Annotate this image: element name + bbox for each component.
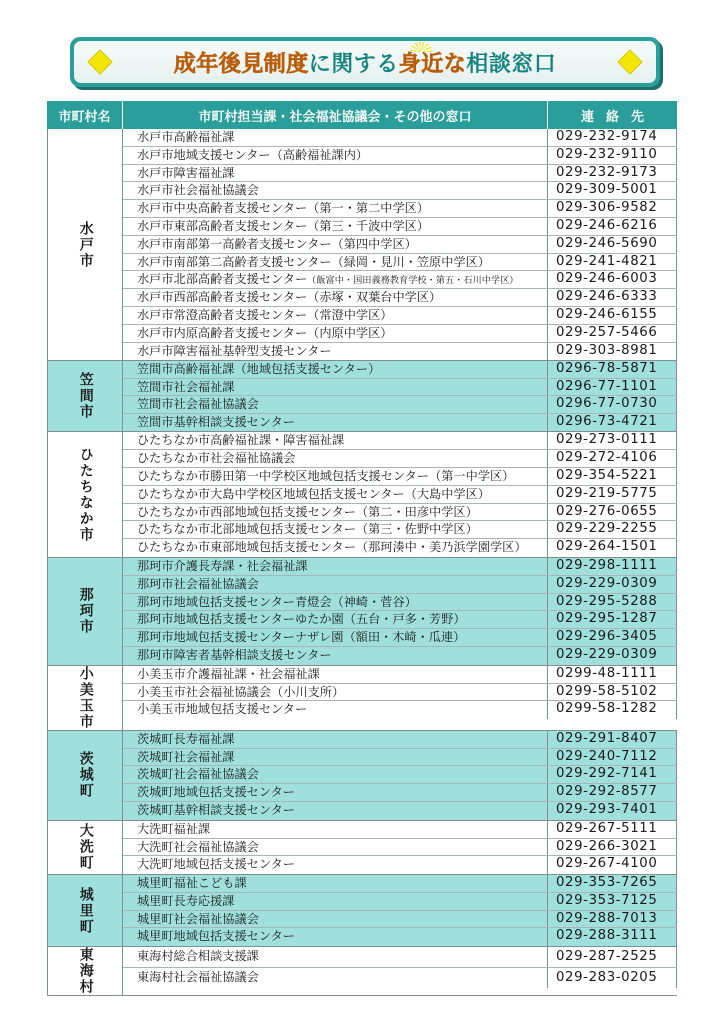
- office-name: 笠間市高齢福祉課（地域包括支援センター）: [123, 361, 548, 378]
- office-note: （飯富中・国田義務教育学校・第五・石川中学区）: [307, 275, 519, 287]
- phone-number: 029-276-0655: [548, 504, 677, 521]
- office-name: 小美玉市地域包括支援センター: [123, 701, 548, 719]
- table-row: [123, 521, 677, 539]
- phone-number: 0296-73-4721: [548, 414, 677, 432]
- office-name: 水戸市障害福祉基幹型支援センター: [123, 343, 548, 361]
- municipality-name: 城里町: [47, 875, 123, 946]
- table-row: [123, 647, 677, 665]
- phone-number: 029-264-1501: [548, 539, 677, 557]
- municipality-group: [47, 432, 677, 558]
- phone-number: 029-298-1111: [548, 558, 677, 575]
- table-row: [123, 271, 677, 289]
- phone-number: 029-267-5111: [548, 821, 677, 838]
- office-name: 笠間市基幹相談支援センター: [123, 414, 548, 432]
- table-row: [123, 325, 677, 343]
- table-row: [123, 968, 677, 989]
- phone-number: 029-309-5001: [548, 182, 677, 199]
- phone-number: 029-293-7401: [548, 802, 677, 820]
- phone-number: 029-246-6155: [548, 307, 677, 324]
- office-name: 茨城町社会福祉課: [123, 749, 548, 766]
- office-name: 水戸市西部高齢者支援センター（赤塚・双葉台中学区）: [123, 289, 548, 306]
- table-row: [123, 875, 677, 893]
- table-row: [123, 749, 677, 767]
- municipality-group: [47, 558, 677, 666]
- table-row: [123, 701, 677, 719]
- phone-number: 029-232-9174: [548, 129, 677, 146]
- table-row: [123, 576, 677, 594]
- municipality-group: [47, 731, 677, 821]
- phone-number: 029-229-0309: [548, 647, 677, 665]
- phone-number: 029-246-6216: [548, 218, 677, 235]
- office-name: 東海村社会福祉協議会: [123, 968, 548, 989]
- municipality-group: [47, 947, 677, 996]
- phone-number: 0299-58-1282: [548, 701, 677, 719]
- diamond-icon-left: [89, 51, 112, 74]
- title-highlight: 身近: [398, 51, 444, 77]
- table-row: [123, 893, 677, 911]
- municipality-group: [47, 821, 677, 875]
- office-name: 城里町長寿応援課: [123, 893, 548, 910]
- phone-number: 029-287-2525: [548, 947, 677, 967]
- office-name: ひたちなか市高齢福祉課・障害福祉課: [123, 432, 548, 449]
- municipality-name: 小美玉市: [47, 666, 123, 730]
- office-name: 水戸市北部高齢者支援センター（飯富中・国田義務教育学校・第五・石川中学区）: [123, 271, 548, 288]
- table-row: [123, 396, 677, 414]
- municipality-name: ひたちなか市: [47, 432, 123, 557]
- phone-number: 029-292-7141: [548, 766, 677, 783]
- table-row: [123, 928, 677, 946]
- office-name: 水戸市南部第一高齢者支援センター（第四中学区）: [123, 236, 548, 253]
- table-row: [123, 766, 677, 784]
- table-row: [123, 307, 677, 325]
- table-row: [123, 450, 677, 468]
- phone-number: 029-353-7265: [548, 875, 677, 892]
- office-name: 那珂市地域包括支援センターナザレ園（額田・木崎・瓜連）: [123, 629, 548, 646]
- office-name: 茨城町地域包括支援センター: [123, 784, 548, 801]
- table-row: [123, 911, 677, 929]
- office-name: 水戸市内原高齢者支援センター（内原中学区）: [123, 325, 548, 342]
- table-row: [123, 486, 677, 504]
- table-row: [123, 821, 677, 839]
- table-row: [123, 947, 677, 968]
- phone-number: 029-272-4106: [548, 450, 677, 467]
- office-name: 水戸市常澄高齢者支援センター（常澄中学区）: [123, 307, 548, 324]
- table-row: [123, 856, 677, 874]
- phone-number: 029-296-3405: [548, 629, 677, 646]
- table-row: [123, 839, 677, 857]
- office-name: 笠間市社会福祉課: [123, 379, 548, 396]
- table-row: [123, 165, 677, 183]
- phone-number: 029-219-5775: [548, 486, 677, 503]
- table-row: [123, 784, 677, 802]
- municipality-name: 東海村: [47, 947, 123, 995]
- table-row: [123, 666, 677, 684]
- table-row: [123, 432, 677, 450]
- municipality-name: 水戸市: [47, 129, 123, 360]
- office-name: 大洗町社会福祉協議会: [123, 839, 548, 856]
- office-name: 城里町地域包括支援センター: [123, 928, 548, 946]
- title-banner: [70, 37, 660, 87]
- office-name: 城里町福祉こども課: [123, 875, 548, 892]
- municipality-group: [47, 129, 677, 361]
- phone-number: 029-288-3111: [548, 928, 677, 946]
- phone-number: 029-288-7013: [548, 911, 677, 928]
- table-row: [123, 379, 677, 397]
- table-row: [123, 218, 677, 236]
- office-name: 那珂市社会福祉協議会: [123, 576, 548, 593]
- phone-number: 0296-77-1101: [548, 379, 677, 396]
- table-row: [123, 254, 677, 272]
- municipality-group: [47, 361, 677, 432]
- phone-number: 029-354-5221: [548, 468, 677, 485]
- phone-number: 029-291-8407: [548, 731, 677, 748]
- office-name: 茨城町基幹相談支援センター: [123, 802, 548, 820]
- phone-number: 029-246-6003: [548, 271, 677, 288]
- table-row: [123, 504, 677, 522]
- office-name: 東海村総合相談支援課: [123, 947, 548, 967]
- municipality-name: 那珂市: [47, 558, 123, 665]
- municipality-group: [47, 875, 677, 947]
- table-row: [123, 558, 677, 576]
- office-name: 水戸市障害福祉課: [123, 165, 548, 182]
- table-row: [123, 684, 677, 702]
- phone-number: 029-353-7125: [548, 893, 677, 910]
- office-name: 那珂市地域包括支援センター青燈会（神崎・菅谷）: [123, 594, 548, 611]
- office-name: 茨城町長寿福祉課: [123, 731, 548, 748]
- office-name: 大洗町地域包括支援センター: [123, 856, 548, 874]
- table-row: [123, 539, 677, 557]
- office-name: 水戸市東部高齢者支援センター（第三・千波中学区）: [123, 218, 548, 235]
- phone-number: 029-232-9110: [548, 147, 677, 164]
- phone-number: 029-267-4100: [548, 856, 677, 874]
- table-row: [123, 236, 677, 254]
- office-name: ひたちなか市社会福祉協議会: [123, 450, 548, 467]
- office-name: ひたちなか市北部地域包括支援センター（第三・佐野中学区）: [123, 521, 548, 538]
- office-name: 茨城町社会福祉協議会: [123, 766, 548, 783]
- table-row: [123, 343, 677, 361]
- office-name: 笠間市社会福祉協議会: [123, 396, 548, 413]
- header-contact: 連絡先: [580, 109, 656, 125]
- table-row: [123, 594, 677, 612]
- office-name: ひたちなか市西部地域包括支援センター（第二・田彦中学区）: [123, 504, 548, 521]
- header-department: 市町村担当課・社会福祉協議会・その他の窓口: [123, 101, 548, 129]
- header-municipality: 市町村名: [47, 101, 123, 129]
- contact-table: [47, 101, 677, 996]
- office-name: 小美玉市社会福祉協議会（小川支所）: [123, 684, 548, 701]
- office-name: 水戸市地域支援センター（高齢福祉課内）: [123, 147, 548, 164]
- office-name: 大洗町福祉課: [123, 821, 548, 838]
- office-name: ひたちなか市東部地域包括支援センター（那珂湊中・美乃浜学園学区）: [123, 539, 548, 557]
- table-row: [123, 731, 677, 749]
- office-name: 水戸市南部第二高齢者支援センター（緑岡・見川・笠原中学区）: [123, 254, 548, 271]
- diamond-icon-right: [619, 51, 642, 74]
- page-title: 成年後見制度に関する身近な相談窓口: [173, 51, 557, 77]
- office-name: 那珂市地域包括支援センターゆたか園（五台・戸多・芳野）: [123, 611, 548, 628]
- table-row: [123, 200, 677, 218]
- municipality-name: 茨城町: [47, 731, 123, 820]
- municipality-name: 大洗町: [47, 821, 123, 874]
- phone-number: 029-273-0111: [548, 432, 677, 449]
- office-name: 水戸市社会福祉協議会: [123, 182, 548, 199]
- phone-number: 029-292-8577: [548, 784, 677, 801]
- office-name: 水戸市中央高齢者支援センター（第一・第二中学区）: [123, 200, 548, 217]
- office-name: 城里町社会福祉協議会: [123, 911, 548, 928]
- phone-number: 0299-48-1111: [548, 666, 677, 683]
- table-row: [123, 289, 677, 307]
- municipality-name: 笠間市: [47, 361, 123, 431]
- phone-number: 0296-77-0730: [548, 396, 677, 413]
- office-name: ひたちなか市勝田第一中学校区地域包括支援センター（第一中学区）: [123, 468, 548, 485]
- table-header: [47, 101, 677, 129]
- table-row: [123, 414, 677, 432]
- office-name: 那珂市障害者基幹相談支援センター: [123, 647, 548, 665]
- phone-number: 029-306-9582: [548, 200, 677, 217]
- phone-number: 0296-78-5871: [548, 361, 677, 378]
- phone-number: 029-295-5288: [548, 594, 677, 611]
- phone-number: 029-257-5466: [548, 325, 677, 342]
- phone-number: 029-229-0309: [548, 576, 677, 593]
- table-body: [47, 129, 677, 996]
- table-row: [123, 629, 677, 647]
- phone-number: 029-283-0205: [548, 968, 677, 989]
- table-row: [123, 468, 677, 486]
- office-name: 水戸市高齢福祉課: [123, 129, 548, 146]
- table-row: [123, 802, 677, 820]
- office-name: ひたちなか市大島中学校区地域包括支援センター（大島中学区）: [123, 486, 548, 503]
- phone-number: 029-295-1287: [548, 611, 677, 628]
- municipality-group: [47, 666, 677, 731]
- phone-number: 029-232-9173: [548, 165, 677, 182]
- table-row: [123, 361, 677, 379]
- table-row: [123, 129, 677, 147]
- phone-number: 029-240-7112: [548, 749, 677, 766]
- phone-number: 029-303-8981: [548, 343, 677, 361]
- phone-number: 029-229-2255: [548, 521, 677, 538]
- phone-number: 029-246-5690: [548, 236, 677, 253]
- phone-number: 029-241-4821: [548, 254, 677, 271]
- table-row: [123, 611, 677, 629]
- table-row: [123, 147, 677, 165]
- office-name: 小美玉市介護福祉課・社会福祉課: [123, 666, 548, 683]
- office-name: 那珂市介護長寿課・社会福祉課: [123, 558, 548, 575]
- phone-number: 029-246-6333: [548, 289, 677, 306]
- phone-number: 0299-58-5102: [548, 684, 677, 701]
- table-row: [123, 182, 677, 200]
- phone-number: 029-266-3021: [548, 839, 677, 856]
